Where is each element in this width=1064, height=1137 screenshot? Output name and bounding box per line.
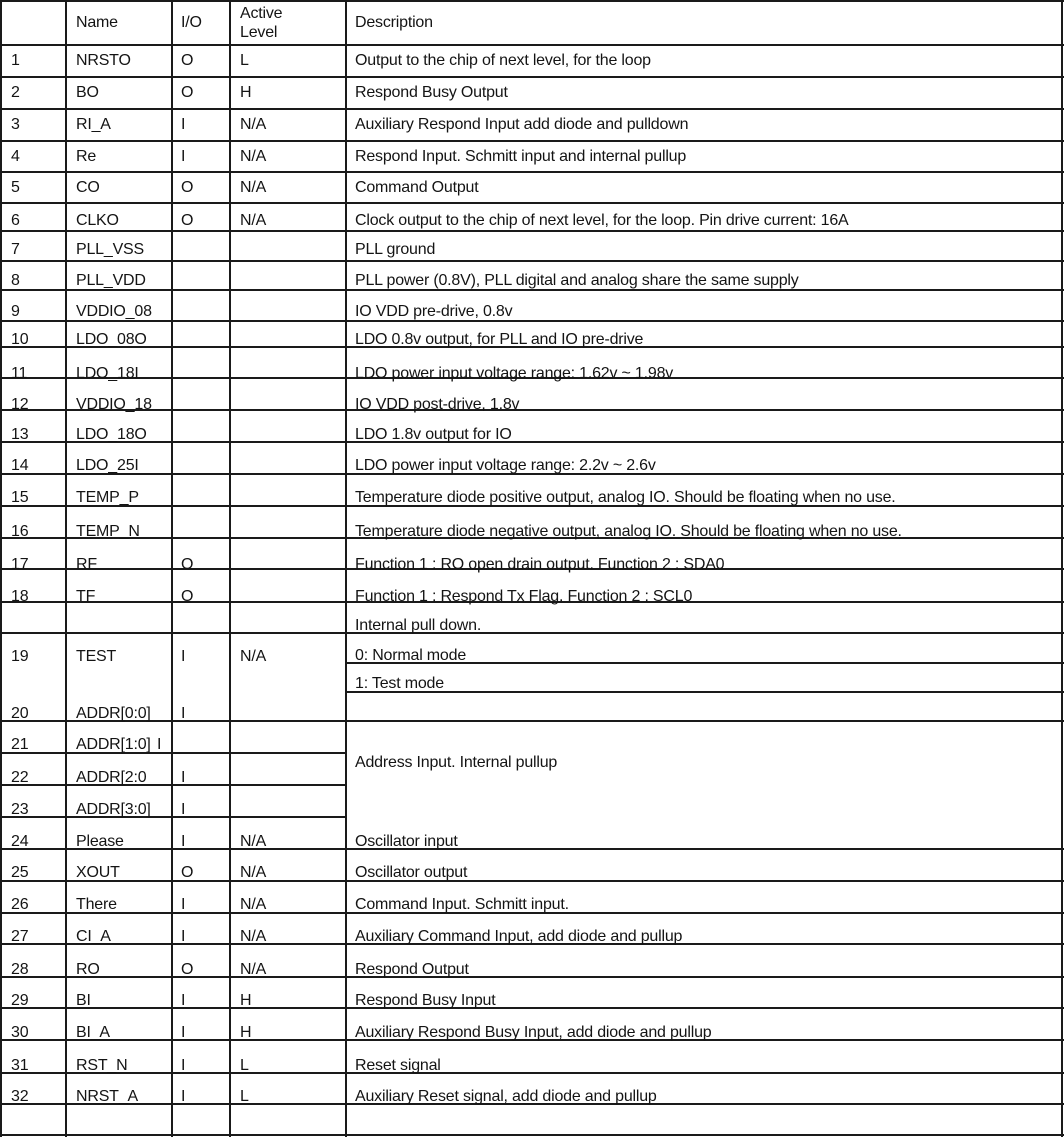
pin-active-level: N/A [240,833,267,850]
header-description: Description [355,14,433,31]
pin-active-level: N/A [240,212,267,229]
pin-description: Clock output to the chip of next level, for the loop. Pin drive current: 16A [355,212,849,229]
pin-name: NRSTO [76,52,131,69]
row-border [0,1134,1064,1136]
pin-number: 10 [11,331,29,348]
row-border [0,171,1064,173]
pin-number: 23 [11,801,29,818]
pin-number: 7 [11,241,20,258]
pin-active-level: N/A [240,116,267,133]
pin-description: LDO power input voltage range: 2.2v ~ 2.6v [355,457,656,474]
pin-name: PLL_VDD [76,272,146,289]
pin-io: I [181,833,186,850]
pin-name: LDO_08O [76,331,147,348]
pin-io: O [181,212,194,229]
pin-name: BI_A [76,1024,110,1041]
pin-active-level: H [240,992,252,1009]
pin-description: Oscillator output [355,864,468,881]
pin-number: 30 [11,1024,29,1041]
pin-active-level: L [240,1088,249,1105]
row-border [0,202,1064,204]
pin-io: O [181,556,194,573]
pin-io: I [181,1057,186,1074]
pin-name: ADDR[1:0] [76,736,151,753]
pin-io: I [181,1024,186,1041]
pin-number: 27 [11,928,29,945]
pin-name: VDDIO_18 [76,396,152,413]
pin-description: LDO power input voltage range: 1.62v ~ 1.98v [355,365,674,382]
pin-active-level: N/A [240,179,267,196]
pin-description: Respond Input. Schmitt input and internal pullup [355,148,687,165]
pin-number: 29 [11,992,29,1009]
pin-name: ADDR[0:0] [76,705,151,722]
pin-description: PLL ground [355,241,436,258]
pin-description: IO VDD pre-drive, 0.8v [355,303,513,320]
desc-test-line-3: 1: Test mode [355,675,444,692]
pin-active-level: N/A [240,928,267,945]
pin-number: 19 [11,648,29,665]
pin-number: 6 [11,212,20,229]
pin-description: Command Output [355,179,479,196]
pin-name: Please [76,833,124,850]
pin-name: CO [76,179,100,196]
pin-name: LDO_18O [76,426,147,443]
pin-number: 5 [11,179,20,196]
pin-name: ADDR[3:0] [76,801,151,818]
row-border [0,880,1064,882]
pin-number: 4 [11,148,20,165]
pin-description: Function 1 : Respond Tx Flag. Function 2 : SCL0 [355,588,693,605]
desc-test-line-2: 0: Normal mode [355,647,467,664]
pin-io: O [181,588,194,605]
row-border [0,76,1064,78]
row-border [345,691,1064,693]
pin-name: There [76,896,117,913]
pin-description: Command Input. Schmitt input. [355,896,569,913]
pin-active-level: N/A [240,648,267,665]
pin-number: 32 [11,1088,29,1105]
pin-number: 2 [11,84,20,101]
pin-description: Reset signal [355,1057,441,1074]
pin-description: IO VDD post-drive, 1.8v [355,396,520,413]
pin-io: I [181,705,186,722]
row-border [0,848,1064,850]
row-border [0,632,1064,634]
pin-name: RI_A [76,116,111,133]
pin-io: I [181,148,186,165]
pin-name: TEMP_N [76,523,140,540]
pin-number: 12 [11,396,29,413]
pin-name: LDO_25I [76,457,139,474]
row-border [0,441,1064,443]
pin-io: I [181,928,186,945]
desc-test-line-1: Internal pull down. [355,617,482,634]
row-border [0,1072,1064,1074]
pin-name: NRST_A [76,1088,138,1105]
pin-name: VDDIO_08 [76,303,152,320]
pin-number: 17 [11,556,29,573]
header-active-level-2: Level [240,24,278,41]
pin-io: O [181,179,194,196]
pin-number: 15 [11,489,29,506]
pin-name: LDO_18I [76,365,139,382]
pin-active-level: N/A [240,896,267,913]
pin-name: XOUT [76,864,120,881]
pin-number: 8 [11,272,20,289]
pin-io: O [181,84,194,101]
pin-name: Re [76,148,97,165]
pin-name: ADDR[2:0 [76,769,147,786]
pin-name: TEMP_P [76,489,139,506]
row-border [0,976,1064,978]
pin-io: O [181,961,194,978]
pin-number: 25 [11,864,29,881]
pin-description: Respond Busy Input [355,992,496,1009]
row-border [0,230,1064,232]
row-border [0,108,1064,110]
pin-active-level: N/A [240,864,267,881]
pin-name: RST_N [76,1057,128,1074]
pin-description: Function 1 : RO open drain output. Function 2 : SDA0 [355,556,725,573]
pin-number: 28 [11,961,29,978]
header-name: Name [76,14,118,31]
pin-name: BI [76,992,91,1009]
pin-io: I [181,992,186,1009]
pin-number: 14 [11,457,29,474]
pin-number: 18 [11,588,29,605]
pin-name: CI_A [76,928,111,945]
pin-number: 31 [11,1057,29,1074]
row-border [0,752,346,754]
pin-number: 16 [11,523,29,540]
pin-name: TF [76,588,96,605]
pin-number: 9 [11,303,20,320]
pin-description: Auxiliary Reset signal, add diode and pullup [355,1088,657,1105]
pin-number: 3 [11,116,20,133]
pin-io: I [157,736,162,753]
row-border [0,816,346,818]
row-border [0,0,1064,2]
pin-active-level: H [240,84,252,101]
pin-io: I [181,1088,186,1105]
row-border [0,720,1064,722]
pin-active-level: L [240,1057,249,1074]
pin-number: 26 [11,896,29,913]
pin-io: I [181,801,186,818]
pin-description: Respond Output [355,961,469,978]
pin-number: 13 [11,426,29,443]
pin-description: Temperature diode positive output, analog IO. Should be floating when no use. [355,489,896,506]
pin-active-level: N/A [240,961,267,978]
pin-io: O [181,52,194,69]
pin-io: I [181,896,186,913]
row-border [0,260,1064,262]
pin-description: PLL power (0.8V), PLL digital and analog share the same supply [355,272,799,289]
pin-active-level: L [240,52,249,69]
pin-number: 11 [11,365,28,382]
pin-number: 22 [11,769,29,786]
pin-description: Temperature diode negative output, analog IO. Should be floating when no use. [355,523,902,540]
row-border [0,784,346,786]
header-io: I/O [181,14,202,31]
pin-description: Oscillator input [355,833,458,850]
pin-active-level: N/A [240,148,267,165]
pin-io: I [181,648,186,665]
pin-number: 21 [11,736,29,753]
pin-name: RO [76,961,100,978]
row-border [0,1007,1064,1009]
pin-io: I [181,769,186,786]
pin-description: LDO 0.8v output, for PLL and IO pre-drive [355,331,644,348]
pin-name: RF [76,556,97,573]
pin-description: Output to the chip of next level, for the loop [355,52,651,69]
row-border [0,44,1064,46]
pin-name: TEST [76,648,117,665]
pin-number: 24 [11,833,29,850]
pin-description: Auxiliary Respond Busy Input, add diode and pullup [355,1024,712,1041]
pin-description: Auxiliary Respond Input add diode and pulldown [355,116,689,133]
pin-name: PLL_VSS [76,241,144,258]
row-border [0,320,1064,322]
pin-io: O [181,864,194,881]
header-active-level-1: Active [240,5,283,22]
pin-description: Auxiliary Command Input, add diode and pullup [355,928,683,945]
pin-number: 1 [11,52,20,69]
pin-description: LDO 1.8v output for IO [355,426,512,443]
row-border [0,409,1064,411]
pin-name: CLKO [76,212,119,229]
pin-io: I [181,116,186,133]
desc-address-merged: Address Input. Internal pullup [355,754,558,771]
pin-number: 20 [11,705,29,722]
pin-description: Respond Busy Output [355,84,508,101]
pin-name: BO [76,84,99,101]
row-border [0,140,1064,142]
pin-active-level: H [240,1024,252,1041]
